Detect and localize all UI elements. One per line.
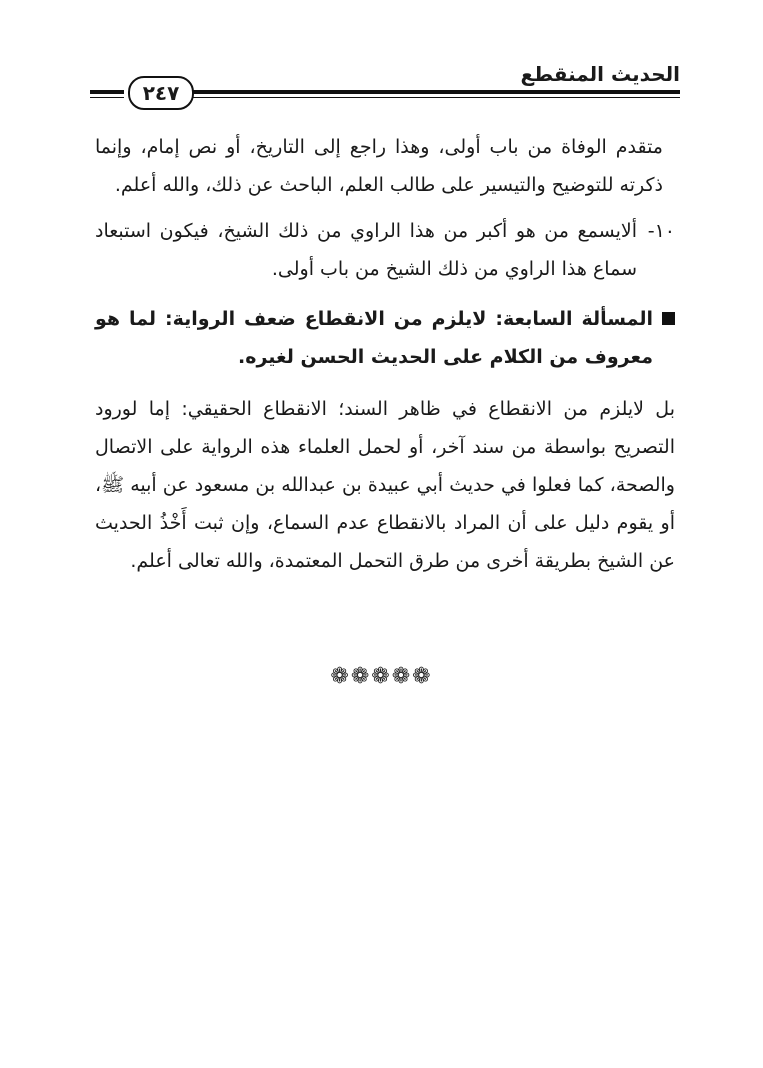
page-content [95,128,675,580]
header-rule-left-thin [90,97,124,98]
header-rule-thin [192,97,680,98]
list-item-10 [95,212,675,288]
paragraph-main: بل لايلزم من الانقطاع في ظاهر السند؛ الانقطاع الحقيقي: إما لورود التصريح بواسطة من سند آخر، أو لحمل العلماء هذه الرواية على الاتصال والصحة، كما فعلوا في حديث أبي عبيدة بن عبدالله بن مسعود عن أبيه ﷺ، أو يقوم دليل على أن المراد بالانقطاع عدم السماع، وإن ثبت أَخْذُ الحديث عن الشيخ بطريقة أخرى من طرق التحمل المعتمدة، والله تعالى أعلم. [95,398,675,572]
list-item-number: ١٠- [647,220,675,242]
paragraph-continuation: متقدم الوفاة من باب أولى، وهذا راجع إلى التاريخ، أو نص إمام، وإنما ذكرته للتوضيح والتيسير على طالب العلم، الباحث عن ذلك، والله أعلم. [95,136,663,196]
issue-heading [95,300,675,376]
running-title: الحديث المنقطع [520,62,680,86]
section-ornament: ❁❁❁❁❁ [330,664,433,689]
black-square-icon [662,312,675,325]
header-rule-thick [192,90,680,94]
header-rule-left-thick [90,90,124,94]
issue-label: المسألة السابعة: [495,308,653,330]
issue-text: لايلزم من الانقطاع ضعف الرواية: لما هو معروف من الكلام على الحديث الحسن لغيره. [95,308,653,368]
page-number: ٢٤٧ [128,76,194,110]
page-header [90,60,680,110]
list-item-text: ألايسمع من هو أكبر من هذا الراوي من ذلك الشيخ، فيكون استبعاد سماع هذا الراوي من ذلك الشيخ من باب أولى. [95,220,637,280]
